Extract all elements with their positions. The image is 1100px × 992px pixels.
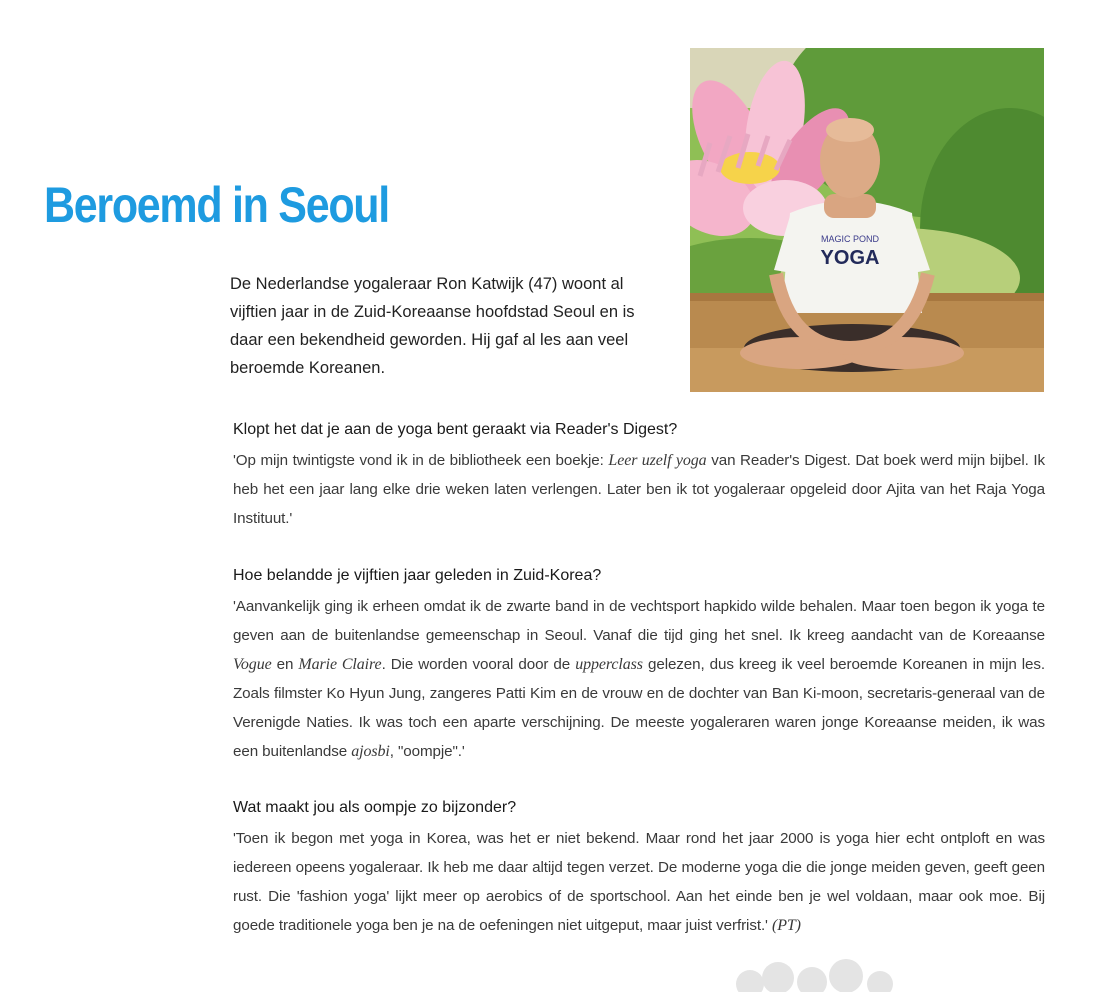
answer-3: 'Toen ik begon met yoga in Korea, was het er niet bekend. Maar rond het jaar 2000 is yoga hier echt ontploft en was iedereen opeens yogaleraar. Ik heb me daar altijd tegen verzet. De moderne yoga die die jonge meiden geven, geeft geen rust. Die 'fashion yoga' lijkt meer op aerobics of de sportschool. Aan het einde ben je wel voldaan, maar ook moe. Bij goede traditionele yoga ben je na de oefeningen niet uitgeput, maar juist verfrist.' (PT) — [233, 830, 1045, 934]
decorative-blossom-icon — [720, 950, 920, 992]
article-intro: De Nederlandse yogaleraar Ron Katwijk (47) woont al vijftien jaar in de Zuid-Koreaanse hoofdstad Seoul en is daar een bekendheid geworden. Hij gaf al les aan veel beroemde Koreanen. — [230, 275, 635, 377]
qa-block-1 — [233, 418, 1045, 533]
yoga-teacher-photo — [690, 48, 1044, 392]
shirt-small-text: MAGIC POND — [820, 234, 880, 244]
question-2: Hoe belandde je vijftien jaar geleden in Zuid-Korea? — [233, 567, 602, 584]
qa-block-3 — [233, 796, 1045, 940]
article-title: Beroemd in Seoul — [44, 177, 389, 233]
answer-1: 'Op mijn twintigste vond ik in de bibliotheek een boekje: Leer uzelf yoga van Reader's Digest. Dat boek werd mijn bijbel. Ik heb het een jaar lang elke drie weken laten verlengen. Later ben ik tot yogaleraar opgeleid door Ajita van het Raja Yoga Instituut.' — [233, 452, 1045, 527]
answer-2: 'Aanvankelijk ging ik erheen omdat ik de zwarte band in de vechtsport hapkido wilde behalen. Maar toen begon ik yoga te geven aan de buitenlandse gemeenschap in Seoul. Vanaf die tijd ging het snel. Ik kreeg aandacht van de Koreaanse Vogue en Marie Claire. Die worden vooral door de upperclass gelezen, dus kreeg ik veel beroemde Koreanen in mijn les. Zoals filmster Ko Hyun Jung, zangeres Patti Kim en de vrouw en de dochter van Ban Ki-moon, secretaris-generaal van de Verenigde Naties. Ik was toch een aparte verschijning. De meeste yogaleraren waren jonge Koreaanse meiden, ik was een buitenlandse ajosbi, "oompje".' — [233, 598, 1045, 760]
qa-block-2 — [233, 564, 1045, 766]
question-3: Wat maakt jou als oompje zo bijzonder? — [233, 799, 517, 816]
question-1: Klopt het dat je aan de yoga bent geraakt via Reader's Digest? — [233, 421, 678, 438]
shirt-yoga-text: YOGA — [820, 247, 880, 269]
